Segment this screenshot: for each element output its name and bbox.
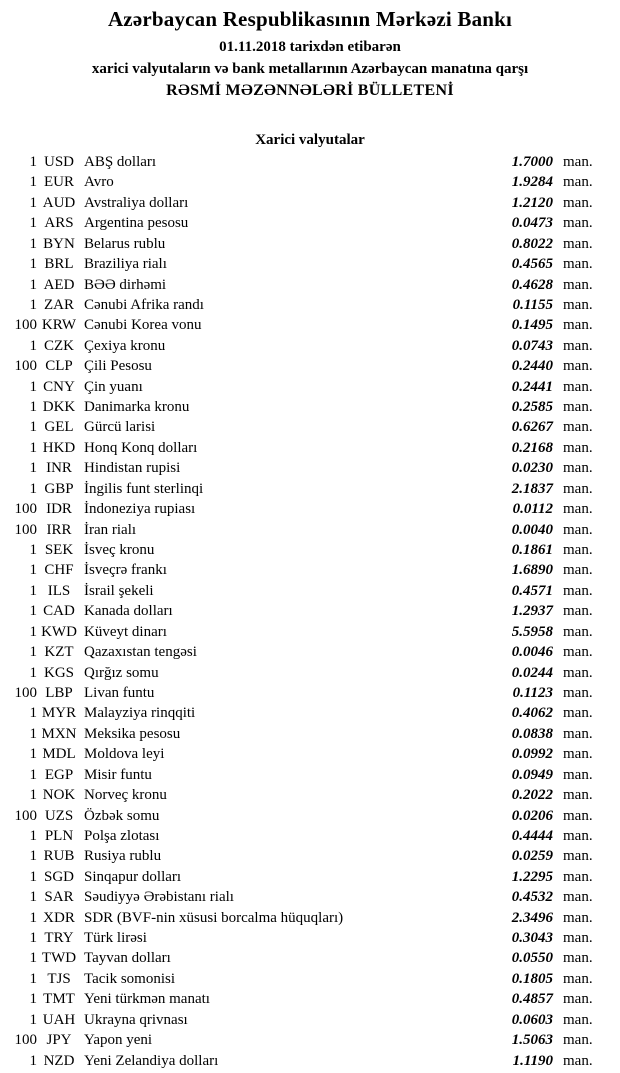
unit-cell: man.	[563, 501, 593, 518]
currency-name-cell: Cənubi Afrika randı	[84, 296, 204, 313]
rate-value-cell: 0.1123	[512, 684, 553, 701]
rate-value-cell: 0.0603	[511, 1011, 553, 1028]
rate-row	[0, 948, 620, 968]
rate-row	[0, 560, 620, 580]
rate-value-cell: 0.0259	[511, 848, 553, 865]
document-header	[0, 0, 620, 102]
unit-cell: man.	[563, 684, 593, 701]
rate-value-cell: 0.0046	[511, 644, 553, 661]
currency-code-cell: ARS	[44, 215, 74, 232]
currency-code-cell: SGD	[43, 868, 74, 885]
unit-cell: man.	[563, 807, 593, 824]
rate-value-cell: 0.4628	[511, 276, 553, 293]
currency-name-cell: Cənubi Korea vonu	[84, 317, 202, 334]
quantity-cell: 100	[14, 317, 37, 334]
currency-code-cell: ILS	[47, 582, 71, 599]
rates-table	[0, 152, 620, 1071]
rate-value-cell: 0.0743	[511, 337, 553, 354]
unit-cell: man.	[563, 868, 593, 885]
currency-name-cell: Tacik somonisi	[84, 970, 176, 987]
quantity-cell: 100	[14, 358, 37, 375]
quantity-cell: 1	[29, 909, 37, 926]
rate-value-cell: 0.0473	[511, 215, 553, 232]
unit-cell: man.	[563, 235, 593, 252]
rate-row	[0, 438, 620, 458]
currency-code-cell: MDL	[42, 746, 76, 763]
currency-code-cell: INR	[46, 460, 72, 477]
currency-code-cell: TRY	[44, 930, 74, 947]
currency-code-cell: IRR	[46, 521, 72, 538]
quantity-cell: 1	[29, 1052, 37, 1069]
currency-name-cell: Meksika pesosu	[84, 725, 181, 742]
rate-value-cell: 0.2441	[511, 378, 553, 395]
currency-name-cell: Çexiya kronu	[84, 337, 166, 354]
rate-value-cell: 0.2440	[511, 358, 553, 375]
rate-row	[0, 703, 620, 723]
unit-cell: man.	[563, 256, 593, 273]
quantity-cell: 1	[29, 542, 37, 559]
rate-value-cell: 1.9284	[511, 174, 553, 191]
currency-name-cell: Səudiyyə Ərəbistanı rialı	[84, 889, 234, 906]
currency-name-cell: İsveçrə frankı	[84, 562, 167, 579]
currency-code-cell: MXN	[41, 725, 77, 742]
currency-name-cell: Norveç kronu	[84, 787, 167, 804]
currency-code-cell: TWD	[41, 950, 77, 967]
unit-cell: man.	[563, 950, 593, 967]
quantity-cell: 1	[29, 235, 37, 252]
currency-name-cell: Yeni Zelandiya dolları	[84, 1052, 219, 1069]
quantity-cell: 1	[29, 399, 37, 416]
currency-name-cell: Qırğız somu	[84, 664, 159, 681]
currency-name-cell: Belarus rublu	[84, 235, 166, 252]
rate-row	[0, 846, 620, 866]
currency-name-cell: Kanada dolları	[84, 603, 173, 620]
currency-name-cell: Sinqapur dolları	[84, 868, 182, 885]
currency-code-cell: RUB	[43, 848, 75, 865]
quantity-cell: 1	[29, 868, 37, 885]
currency-code-cell: JPY	[46, 1032, 72, 1049]
rate-value-cell: 0.4444	[511, 827, 553, 844]
rate-row	[0, 867, 620, 887]
unit-cell: man.	[563, 930, 593, 947]
quantity-cell: 1	[29, 889, 37, 906]
quantity-cell: 1	[29, 623, 37, 640]
quantity-cell: 1	[29, 439, 37, 456]
unit-cell: man.	[563, 1011, 593, 1028]
currency-code-cell: NOK	[42, 787, 76, 804]
section-title-foreign-currencies: Xarici valyutalar	[255, 132, 365, 148]
currency-code-cell: MYR	[41, 705, 77, 722]
rate-value-cell: 0.0112	[512, 501, 553, 518]
currency-name-cell: İsrail şekeli	[84, 582, 154, 599]
currency-code-cell: EGP	[44, 766, 74, 783]
rate-value-cell: 0.0206	[511, 807, 553, 824]
currency-name-cell: Honq Konq dolları	[84, 439, 198, 456]
currency-name-cell: Livan funtu	[84, 684, 155, 701]
quantity-cell: 1	[29, 194, 37, 211]
rate-row	[0, 499, 620, 519]
unit-cell: man.	[563, 787, 593, 804]
subtitle-line: xarici valyutaların və bank metallarının Azərbaycan manatına qarşı	[91, 61, 529, 77]
rate-value-cell: 0.3043	[511, 930, 553, 947]
rate-value-cell: 5.5958	[511, 623, 553, 640]
currency-code-cell: LBP	[45, 684, 73, 701]
rate-row	[0, 928, 620, 948]
quantity-cell: 1	[29, 154, 37, 170]
rate-row	[0, 193, 620, 213]
rate-row	[0, 969, 620, 989]
currency-code-cell: ZAR	[44, 296, 74, 313]
quantity-cell: 1	[29, 848, 37, 865]
rate-value-cell: 0.0244	[511, 664, 553, 681]
unit-cell: man.	[563, 827, 593, 844]
unit-cell: man.	[563, 562, 593, 579]
currency-code-cell: UZS	[44, 807, 74, 824]
rate-row	[0, 622, 620, 642]
currency-code-cell: KZT	[44, 644, 74, 661]
unit-cell: man.	[563, 378, 593, 395]
rate-value-cell: 0.1495	[511, 317, 553, 334]
unit-cell: man.	[563, 296, 593, 313]
currency-code-cell: AUD	[42, 194, 76, 211]
currency-code-cell: XDR	[43, 909, 75, 926]
effective-date-line: 01.11.2018 tarixdən etibarən	[219, 39, 401, 55]
rate-row	[0, 724, 620, 744]
currency-name-cell: Polşa zlotası	[84, 827, 160, 844]
currency-name-cell: Ukrayna qrivnası	[84, 1011, 188, 1028]
rate-value-cell: 1.2295	[511, 868, 553, 885]
currency-code-cell: CZK	[44, 337, 74, 354]
quantity-cell: 1	[29, 582, 37, 599]
unit-cell: man.	[563, 909, 593, 926]
currency-name-cell: ABŞ dolları	[84, 154, 157, 170]
currency-code-cell: TMT	[43, 991, 75, 1008]
currency-code-cell: SAR	[44, 889, 74, 906]
unit-cell: man.	[563, 991, 593, 1008]
rate-row	[0, 336, 620, 356]
currency-name-cell: Qazaxıstan tengəsi	[84, 644, 197, 661]
rate-row	[0, 254, 620, 274]
rate-value-cell: 0.6267	[511, 419, 553, 436]
rate-value-cell: 0.0230	[511, 460, 553, 477]
unit-cell: man.	[563, 1052, 593, 1069]
currency-code-cell: CNY	[43, 378, 75, 395]
rate-row	[0, 417, 620, 437]
unit-cell: man.	[563, 521, 593, 538]
rate-row	[0, 172, 620, 192]
rate-value-cell: 0.2022	[511, 787, 553, 804]
unit-cell: man.	[563, 276, 593, 293]
unit-cell: man.	[563, 848, 593, 865]
currency-code-cell: CLP	[45, 358, 73, 375]
quantity-cell: 1	[29, 296, 37, 313]
quantity-cell: 1	[29, 664, 37, 681]
unit-cell: man.	[563, 889, 593, 906]
rate-row	[0, 663, 620, 683]
currency-code-cell: NZD	[43, 1052, 75, 1069]
currency-name-cell: Danimarka kronu	[84, 399, 190, 416]
rate-value-cell: 0.4857	[511, 991, 553, 1008]
rate-value-cell: 0.1861	[511, 542, 553, 559]
unit-cell: man.	[563, 460, 593, 477]
rate-row	[0, 234, 620, 254]
rate-value-cell: 0.0040	[511, 521, 553, 538]
currency-name-cell: İndoneziya rupiası	[84, 501, 196, 518]
rate-value-cell: 0.4565	[511, 256, 553, 273]
quantity-cell: 1	[29, 480, 37, 497]
currency-name-cell: Misir funtu	[84, 766, 152, 783]
currency-code-cell: BYN	[43, 235, 75, 252]
rate-row	[0, 887, 620, 907]
currency-name-cell: Çin yuanı	[84, 378, 143, 395]
currency-name-cell: Malayziya rinqqiti	[84, 705, 196, 722]
quantity-cell: 1	[29, 603, 37, 620]
currency-name-cell: İran rialı	[84, 521, 137, 538]
unit-cell: man.	[563, 664, 593, 681]
rate-row	[0, 520, 620, 540]
rate-row	[0, 1051, 620, 1071]
rate-row	[0, 601, 620, 621]
unit-cell: man.	[563, 644, 593, 661]
currency-name-cell: Avro	[84, 174, 114, 191]
rate-row	[0, 989, 620, 1009]
rate-value-cell: 1.6890	[511, 562, 553, 579]
currency-code-cell: UAH	[42, 1011, 76, 1028]
currency-code-cell: KWD	[41, 623, 77, 640]
unit-cell: man.	[563, 317, 593, 334]
quantity-cell: 1	[29, 1011, 37, 1028]
rate-row	[0, 744, 620, 764]
quantity-cell: 100	[14, 807, 37, 824]
quantity-cell: 100	[14, 521, 37, 538]
rate-row	[0, 1030, 620, 1050]
currency-name-cell: Yeni türkmən manatı	[84, 991, 210, 1008]
unit-cell: man.	[563, 337, 593, 354]
currency-name-cell: İsveç kronu	[84, 542, 155, 559]
currency-name-cell: Türk lirəsi	[84, 930, 147, 947]
currency-name-cell: Moldova leyi	[84, 746, 165, 763]
unit-cell: man.	[563, 582, 593, 599]
rate-row	[0, 785, 620, 805]
rate-value-cell: 1.2937	[511, 603, 553, 620]
quantity-cell: 1	[29, 930, 37, 947]
unit-cell: man.	[563, 766, 593, 783]
unit-cell: man.	[563, 705, 593, 722]
rate-row	[0, 581, 620, 601]
currency-code-cell: USD	[43, 154, 74, 170]
unit-cell: man.	[563, 603, 593, 620]
currency-name-cell: Hindistan rupisi	[84, 460, 181, 477]
currency-name-cell: SDR (BVF-nin xüsusi borcalma hüquqları)	[84, 909, 344, 926]
currency-name-cell: Argentina pesosu	[84, 215, 189, 232]
rate-row	[0, 1010, 620, 1030]
unit-cell: man.	[563, 725, 593, 742]
quantity-cell: 1	[29, 419, 37, 436]
unit-cell: man.	[563, 154, 593, 170]
currency-code-cell: KGS	[43, 664, 74, 681]
rate-row	[0, 295, 620, 315]
rate-row	[0, 152, 620, 172]
rate-value-cell: 0.4532	[511, 889, 553, 906]
unit-cell: man.	[563, 174, 593, 191]
currency-name-cell: Küveyt dinarı	[84, 623, 167, 640]
rate-row	[0, 826, 620, 846]
quantity-cell: 1	[29, 766, 37, 783]
rate-value-cell: 0.0838	[511, 725, 553, 742]
quantity-cell: 1	[29, 970, 37, 987]
currency-name-cell: Çili Pesosu	[84, 358, 152, 375]
unit-cell: man.	[563, 399, 593, 416]
rate-value-cell: 0.4062	[511, 705, 553, 722]
rate-row	[0, 356, 620, 376]
rate-row	[0, 377, 620, 397]
unit-cell: man.	[563, 542, 593, 559]
currency-name-cell: Yapon yeni	[84, 1032, 153, 1049]
rate-row	[0, 642, 620, 662]
unit-cell: man.	[563, 480, 593, 497]
rate-value-cell: 0.2168	[511, 439, 553, 456]
currency-name-cell: Rusiya rublu	[84, 848, 162, 865]
bulletin-title: RƏSMİ MƏZƏNNƏLƏRİ BÜLLETENİ	[166, 82, 454, 99]
rate-row	[0, 458, 620, 478]
currency-code-cell: DKK	[42, 399, 76, 416]
rate-row	[0, 683, 620, 703]
quantity-cell: 1	[29, 337, 37, 354]
currency-name-cell: Avstraliya dolları	[84, 194, 189, 211]
currency-name-cell: BƏƏ dirhəmi	[84, 276, 167, 293]
currency-code-cell: IDR	[46, 501, 72, 518]
rate-value-cell: 1.2120	[511, 194, 553, 211]
currency-code-cell: HKD	[42, 439, 76, 456]
rate-value-cell: 0.2585	[511, 399, 553, 416]
quantity-cell: 1	[29, 276, 37, 293]
quantity-cell: 1	[29, 950, 37, 967]
rate-row	[0, 213, 620, 233]
rate-value-cell: 0.0550	[511, 950, 553, 967]
rate-value-cell: 0.0992	[511, 746, 553, 763]
quantity-cell: 1	[29, 256, 37, 273]
currency-code-cell: GBP	[44, 480, 74, 497]
rate-row	[0, 275, 620, 295]
rate-row	[0, 315, 620, 335]
currency-name-cell: Gürcü larisi	[84, 419, 156, 436]
currency-code-cell: GEL	[44, 419, 74, 436]
currency-code-cell: CHF	[44, 562, 74, 579]
currency-code-cell: TJS	[47, 970, 71, 987]
quantity-cell: 1	[29, 787, 37, 804]
rate-value-cell: 2.1837	[511, 480, 553, 497]
quantity-cell: 1	[29, 378, 37, 395]
quantity-cell: 100	[14, 684, 37, 701]
rate-row	[0, 479, 620, 499]
currency-code-cell: EUR	[44, 174, 74, 191]
quantity-cell: 1	[29, 991, 37, 1008]
rate-row	[0, 765, 620, 785]
quantity-cell: 100	[14, 501, 37, 518]
currency-code-cell: SEK	[44, 542, 74, 559]
currency-name-cell: İngilis funt sterlinqi	[84, 480, 204, 497]
quantity-cell: 1	[29, 827, 37, 844]
currency-code-cell: CAD	[43, 603, 75, 620]
rate-value-cell: 0.1805	[511, 970, 553, 987]
currency-name-cell: Braziliya rialı	[84, 256, 167, 273]
rate-row	[0, 908, 620, 928]
currency-code-cell: BRL	[44, 256, 74, 273]
quantity-cell: 1	[29, 705, 37, 722]
unit-cell: man.	[563, 1032, 593, 1049]
unit-cell: man.	[563, 419, 593, 436]
unit-cell: man.	[563, 746, 593, 763]
rate-row	[0, 540, 620, 560]
rate-value-cell: 1.7000	[511, 154, 553, 170]
unit-cell: man.	[563, 194, 593, 211]
unit-cell: man.	[563, 439, 593, 456]
unit-cell: man.	[563, 358, 593, 375]
rate-value-cell: 0.0949	[511, 766, 553, 783]
rate-row	[0, 806, 620, 826]
quantity-cell: 1	[29, 725, 37, 742]
quantity-cell: 1	[29, 562, 37, 579]
quantity-cell: 1	[29, 746, 37, 763]
currency-name-cell: Özbək somu	[84, 807, 160, 824]
unit-cell: man.	[563, 623, 593, 640]
quantity-cell: 100	[14, 1032, 37, 1049]
rate-value-cell: 0.1155	[512, 296, 553, 313]
currency-name-cell: Tayvan dolları	[84, 950, 171, 967]
quantity-cell: 1	[29, 644, 37, 661]
unit-cell: man.	[563, 215, 593, 232]
currency-code-cell: KRW	[41, 317, 77, 334]
rate-row	[0, 397, 620, 417]
rate-value-cell: 0.4571	[511, 582, 553, 599]
currency-code-cell: AED	[43, 276, 75, 293]
currency-code-cell: PLN	[44, 827, 74, 844]
unit-cell: man.	[563, 970, 593, 987]
rate-value-cell: 0.8022	[511, 235, 553, 252]
rate-value-cell: 1.5063	[511, 1032, 553, 1049]
rate-value-cell: 1.1190	[512, 1052, 553, 1069]
quantity-cell: 1	[29, 174, 37, 191]
rate-value-cell: 2.3496	[511, 909, 553, 926]
bank-name-title: Azərbaycan Respublikasının Mərkəzi Bankı	[107, 7, 513, 31]
quantity-cell: 1	[29, 215, 37, 232]
quantity-cell: 1	[29, 460, 37, 477]
